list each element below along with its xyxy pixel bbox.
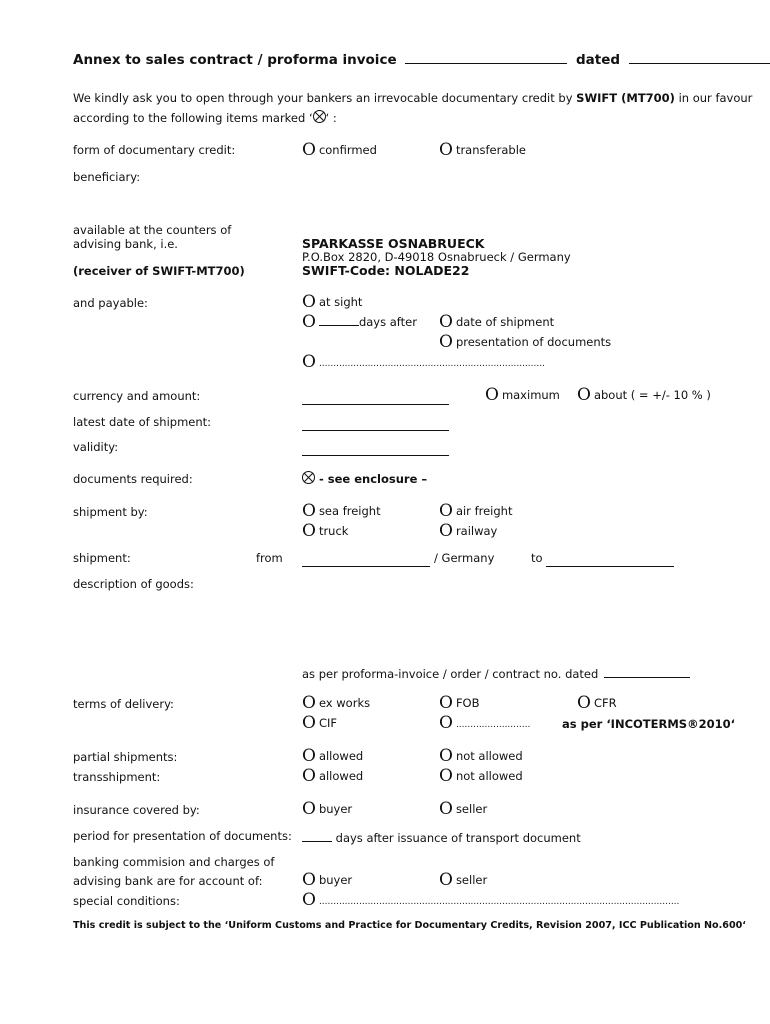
swift-mt700-text: SWIFT (MT700) (576, 91, 675, 105)
option-circle-icon[interactable]: O (302, 799, 316, 819)
option-circle-icon[interactable]: O (485, 385, 499, 405)
documents-value (302, 471, 427, 486)
intro-line-1 (73, 91, 752, 105)
option-cfr[interactable] (577, 693, 617, 713)
option-fob[interactable] (439, 693, 480, 713)
option-at-sight[interactable] (302, 292, 362, 312)
option-confirmed[interactable] (302, 140, 377, 160)
swift-code: SWIFT-Code: NOLADE22 (302, 263, 470, 278)
option-terms-other[interactable] (439, 713, 530, 733)
latest-shipment-label: latest date of shipment: (73, 415, 212, 429)
option-circle-icon[interactable]: O (439, 332, 453, 352)
latest-shipment-field[interactable] (302, 418, 449, 431)
option-ex-works[interactable] (302, 693, 370, 713)
banking-label-2: advising bank are for account of: (73, 874, 263, 888)
advising-label-2: advising bank, i.e. (73, 237, 178, 251)
option-label: ex works (318, 696, 371, 710)
receiver-label: (receiver of SWIFT-MT700) (73, 264, 245, 278)
option-label: seller (455, 802, 488, 816)
dated-label: dated (576, 52, 621, 68)
option-label: about ( = +/- 10 % ) (593, 388, 711, 402)
option-circle-icon[interactable]: O (439, 746, 453, 766)
option-circle-icon[interactable]: O (577, 385, 591, 405)
crossed-circle-icon (313, 110, 326, 123)
shipment-to-field[interactable] (546, 554, 674, 567)
option-label: not allowed (455, 769, 523, 783)
option-circle-icon[interactable]: O (302, 870, 316, 890)
invoice-number-field[interactable] (405, 51, 567, 64)
option-circle-icon[interactable]: O (302, 312, 316, 332)
option-truck[interactable] (302, 521, 348, 541)
title-text: Annex to sales contract / proforma invoice (73, 52, 397, 68)
option-trans-allowed[interactable] (302, 766, 363, 786)
option-label: buyer (318, 802, 353, 816)
option-label: at sight (318, 295, 363, 309)
option-circle-icon[interactable]: O (439, 870, 453, 890)
option-label: air freight (455, 504, 513, 518)
special-conditions-field[interactable]: .............................................................................................................................. (318, 897, 680, 907)
as-per-text: as per proforma-invoice / order / contract no. dated (302, 667, 599, 681)
option-label: sea freight (318, 504, 381, 518)
option-label: seller (455, 873, 488, 887)
option-cif[interactable] (302, 713, 337, 733)
option-banking-buyer[interactable] (302, 870, 352, 890)
option-label: date of shipment (455, 315, 555, 329)
option-circle-icon[interactable]: O (439, 766, 453, 786)
option-banking-seller[interactable] (439, 870, 487, 890)
option-label: presentation of documents (455, 335, 612, 349)
partial-label: partial shipments: (73, 750, 178, 764)
option-circle-icon[interactable]: O (439, 140, 453, 160)
option-label: CFR (593, 696, 617, 710)
intro-text-suffix: in our favour (674, 91, 753, 105)
terms-other-field[interactable]: .......................... (455, 720, 531, 730)
option-trans-not-allowed[interactable] (439, 766, 523, 786)
option-label: truck (318, 524, 349, 538)
option-railway[interactable] (439, 521, 497, 541)
goods-dated-field[interactable] (604, 665, 690, 678)
currency-label: currency and amount: (73, 389, 201, 403)
option-circle-icon[interactable]: O (439, 521, 453, 541)
option-air-freight[interactable] (439, 501, 512, 521)
from-label: from (256, 551, 283, 565)
special-label: special conditions: (73, 894, 180, 908)
intro-line2-suffix: ‘ : (325, 111, 337, 125)
shipment-from-field[interactable] (302, 554, 430, 567)
period-days-field[interactable] (302, 829, 332, 842)
option-circle-icon[interactable]: O (302, 521, 316, 541)
period-value (302, 829, 581, 845)
validity-label: validity: (73, 440, 119, 454)
option-partial-allowed[interactable] (302, 746, 363, 766)
option-label: CIF (318, 716, 337, 730)
option-circle-icon[interactable]: O (302, 746, 316, 766)
advising-label-1: available at the counters of (73, 223, 232, 237)
payable-label: and payable: (73, 296, 148, 310)
intro-text: We kindly ask you to open through your bankers an irrevocable documentary credit by (73, 91, 577, 105)
documents-label: documents required: (73, 472, 193, 486)
validity-field[interactable] (302, 443, 449, 456)
option-partial-not-allowed[interactable] (439, 746, 523, 766)
option-circle-icon[interactable]: O (302, 890, 316, 910)
option-circle-icon[interactable]: O (302, 713, 316, 733)
period-text: days after issuance of transport document (335, 831, 581, 845)
option-sea-freight[interactable] (302, 501, 381, 521)
option-special[interactable] (302, 890, 679, 910)
see-enclosure-text: - see enclosure – (319, 472, 428, 486)
goods-label: description of goods: (73, 577, 194, 591)
option-circle-icon[interactable]: O (439, 693, 453, 713)
option-circle-icon[interactable]: O (439, 799, 453, 819)
option-insurance-buyer[interactable] (302, 799, 352, 819)
option-circle-icon[interactable]: O (302, 352, 316, 372)
currency-amount-field[interactable] (302, 392, 449, 405)
option-circle-icon[interactable]: O (439, 501, 453, 521)
option-label: maximum (501, 388, 560, 402)
intro-line2-text: according to the following items marked ‘ (73, 111, 313, 125)
option-circle-icon[interactable]: O (439, 713, 453, 733)
option-maximum[interactable] (485, 385, 560, 405)
option-payable-other[interactable] (302, 352, 545, 372)
option-about[interactable] (577, 385, 711, 405)
option-circle-icon[interactable]: O (302, 140, 316, 160)
shipment-label: shipment: (73, 551, 131, 565)
days-field[interactable] (319, 313, 359, 326)
option-label: not allowed (455, 749, 523, 763)
footer-ucp-note: This credit is subject to the ‘Uniform Customs and Practice for Documentary Credits, Revision 2007, ICC Publication No.600‘ (73, 920, 746, 931)
option-insurance-seller[interactable] (439, 799, 487, 819)
to-label: to (531, 551, 543, 565)
dated-field[interactable] (629, 51, 770, 64)
goods-as-per (302, 665, 690, 681)
option-label: confirmed (318, 143, 377, 157)
option-label: FOB (455, 696, 480, 710)
option-circle-icon[interactable]: O (302, 501, 316, 521)
form-credit-label: form of documentary credit: (73, 143, 236, 157)
incoterms-label: as per ‘INCOTERMS®2010‘ (562, 717, 735, 731)
bank-address: P.O.Box 2820, D-49018 Osnabrueck / Germany (302, 250, 571, 264)
option-label: allowed (318, 769, 364, 783)
period-label: period for presentation of documents: (73, 829, 292, 843)
option-circle-icon[interactable]: O (302, 693, 316, 713)
option-circle-icon[interactable]: O (302, 766, 316, 786)
document-title (73, 51, 770, 68)
transshipment-label: transshipment: (73, 770, 161, 784)
terms-label: terms of delivery: (73, 697, 174, 711)
option-circle-icon[interactable]: O (439, 312, 453, 332)
option-label: buyer (318, 873, 353, 887)
option-label: days after (358, 315, 417, 329)
option-days-after[interactable] (302, 312, 417, 332)
option-label: allowed (318, 749, 364, 763)
option-label: transferable (455, 143, 526, 157)
option-date-of-shipment[interactable] (439, 312, 554, 332)
option-presentation-of-documents[interactable] (439, 332, 611, 352)
intro-line-2 (73, 110, 337, 125)
beneficiary-label: beneficiary: (73, 170, 141, 184)
germany-label: / Germany (434, 551, 495, 565)
bank-name: SPARKASSE OSNABRUECK (302, 236, 485, 251)
crossed-circle-icon (302, 471, 315, 484)
shipment-by-label: shipment by: (73, 505, 148, 519)
option-circle-icon[interactable]: O (577, 693, 591, 713)
option-transferable[interactable] (439, 140, 526, 160)
option-label: railway (455, 524, 498, 538)
insurance-label: insurance covered by: (73, 803, 200, 817)
option-circle-icon[interactable]: O (302, 292, 316, 312)
banking-label-1: banking commision and charges of (73, 855, 275, 869)
payable-other-field[interactable]: ............................................................................... (318, 359, 545, 369)
